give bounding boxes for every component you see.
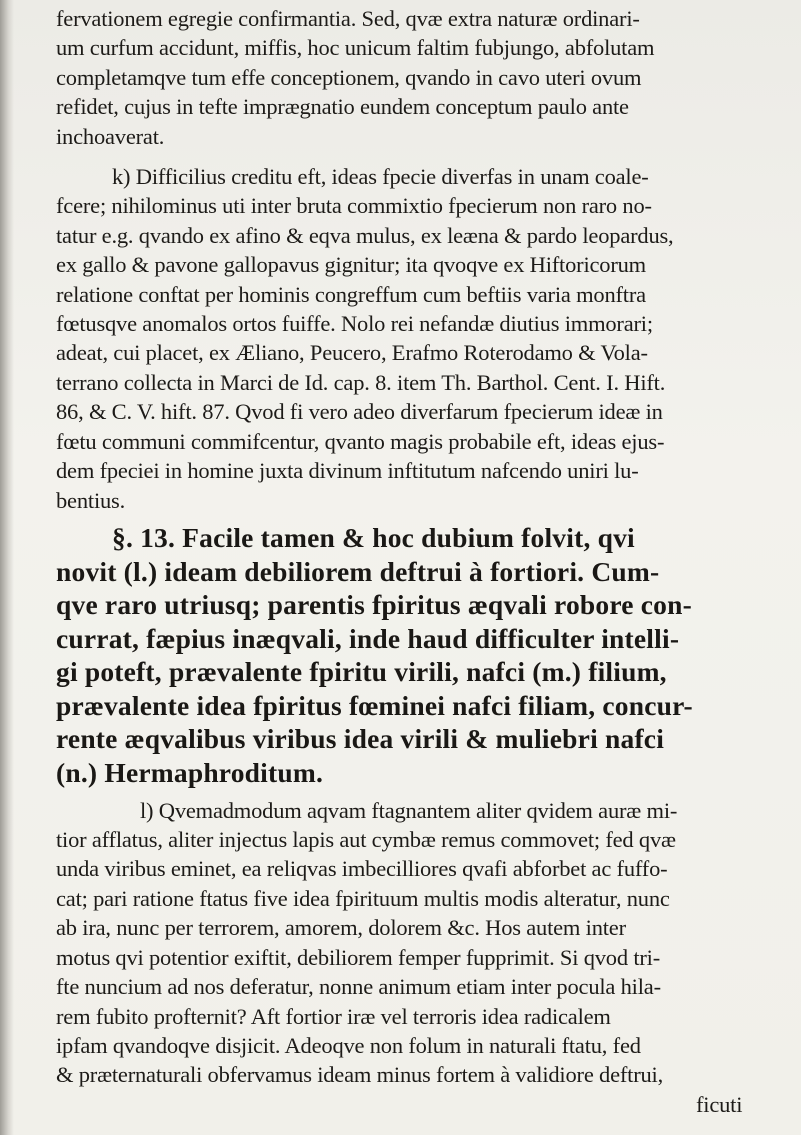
text-line: fte nuncium ad nos deferatur, nonne animum etiam inter pocula hila- — [56, 974, 661, 1000]
text-line: novit (l.) ideam debiliorem deftrui à fortiori. Cum- — [56, 555, 660, 587]
text-line: bentius. — [56, 487, 126, 513]
text-line: prævalente idea fpiritus fœminei nafci filiam, concur- — [56, 689, 693, 721]
page-text — [56, 4, 788, 1119]
text-line: rem fubito profternit? Aft fortior iræ vel terroris idea radicalem — [56, 1003, 611, 1029]
text-line: terrano collecta in Marci de Id. cap. 8. item Th. Barthol. Cent. I. Hift. — [56, 369, 666, 395]
footnote-l — [56, 796, 788, 1119]
paragraph-continuation — [56, 4, 788, 151]
text-line: adeat, cui placet, ex Æliano, Peucero, Erafmo Roterodamo & Vola- — [56, 340, 648, 366]
text-line: rente æqvalibus viribus idea virili & muliebri nafci — [56, 723, 665, 755]
text-line: cat; pari ratione ftatus five idea fpirituum multis modis alteratur, nunc — [56, 885, 670, 911]
section-13-main-text — [56, 521, 788, 790]
text-line: fœtusqve anomalos ortos fuiffe. Nolo rei nefandæ diutius immorari; — [56, 311, 653, 337]
text-line: fcere; nihilominus uti inter bruta commixtio fpecierum non raro no- — [56, 193, 652, 219]
text-line: l) Qvemadmodum aqvam ftagnantem aliter qvidem auræ mi- — [140, 797, 678, 823]
catchword: ficuti — [696, 1091, 743, 1117]
text-line: ex gallo & pavone gallopavus gignitur; ita qvoqve ex Hiftoricorum — [56, 252, 646, 278]
footnote-k — [56, 162, 788, 515]
text-line: currat, fæpius inæqvali, inde haud difficulter intelli- — [56, 622, 680, 654]
text-line: fœtu communi commifcentur, qvanto magis probabile eft, ideas ejus- — [56, 428, 665, 454]
text-line: tior afflatus, aliter injectus lapis aut cymbæ remus commovet; fed qvæ — [56, 827, 676, 853]
text-line: relatione conftat per hominis congreffum cum beftiis varia monftra — [56, 281, 646, 307]
text-line: qve raro utriusq; parentis fpiritus æqvali robore con- — [56, 589, 692, 621]
text-line: §. 13. Facile tamen & hoc dubium folvit, qvi — [112, 521, 635, 553]
page-gutter-shadow — [0, 0, 14, 1135]
text-line: ab ira, nunc per terrorem, amorem, dolorem &c. Hos autem inter — [56, 915, 626, 941]
text-line: (n.) Hermaphroditum. — [56, 757, 324, 789]
text-line: gi poteft, prævalente fpiritu virili, nafci (m.) filium, — [56, 656, 667, 688]
text-line: completamqve tum effe conceptionem, qvando in cavo uteri ovum — [56, 64, 642, 90]
text-line: um curfum accidunt, miffis, hoc unicum faltim fubjungo, abfolutam — [56, 35, 655, 61]
text-line: inchoaverat. — [56, 123, 165, 149]
text-line: 86, & C. V. hift. 87. Qvod fi vero adeo diverfarum fpecierum ideæ in — [56, 399, 663, 425]
text-line: fervationem egregie confirmantia. Sed, qvæ extra naturæ ordinari- — [56, 6, 640, 31]
text-line: ipfam qvandoqve disjicit. Adeoqve non folum in naturali ftatu, fed — [56, 1032, 641, 1058]
text-line: motus qvi potentior exiftit, debiliorem femper fupprimit. Si qvod tri- — [56, 944, 661, 970]
text-line: dem fpeciei in homine juxta divinum inftitutum nafcendo uniri lu- — [56, 458, 639, 484]
text-line: unda viribus eminet, ea reliqvas imbecilliores qvafi abforbet ac fuffo- — [56, 856, 668, 882]
text-line: & præternaturali obfervamus ideam minus fortem à validiore deftrui, — [56, 1062, 664, 1088]
text-line: refidet, cujus in tefte imprægnatio eundem conceptum paulo ante — [56, 94, 629, 120]
text-line: k) Difficilius creditu eft, ideas fpecie diverfas in unam coale- — [112, 164, 649, 190]
text-line: tatur e.g. qvando ex afino & eqva mulus, ex leæna & pardo leopardus, — [56, 222, 674, 248]
